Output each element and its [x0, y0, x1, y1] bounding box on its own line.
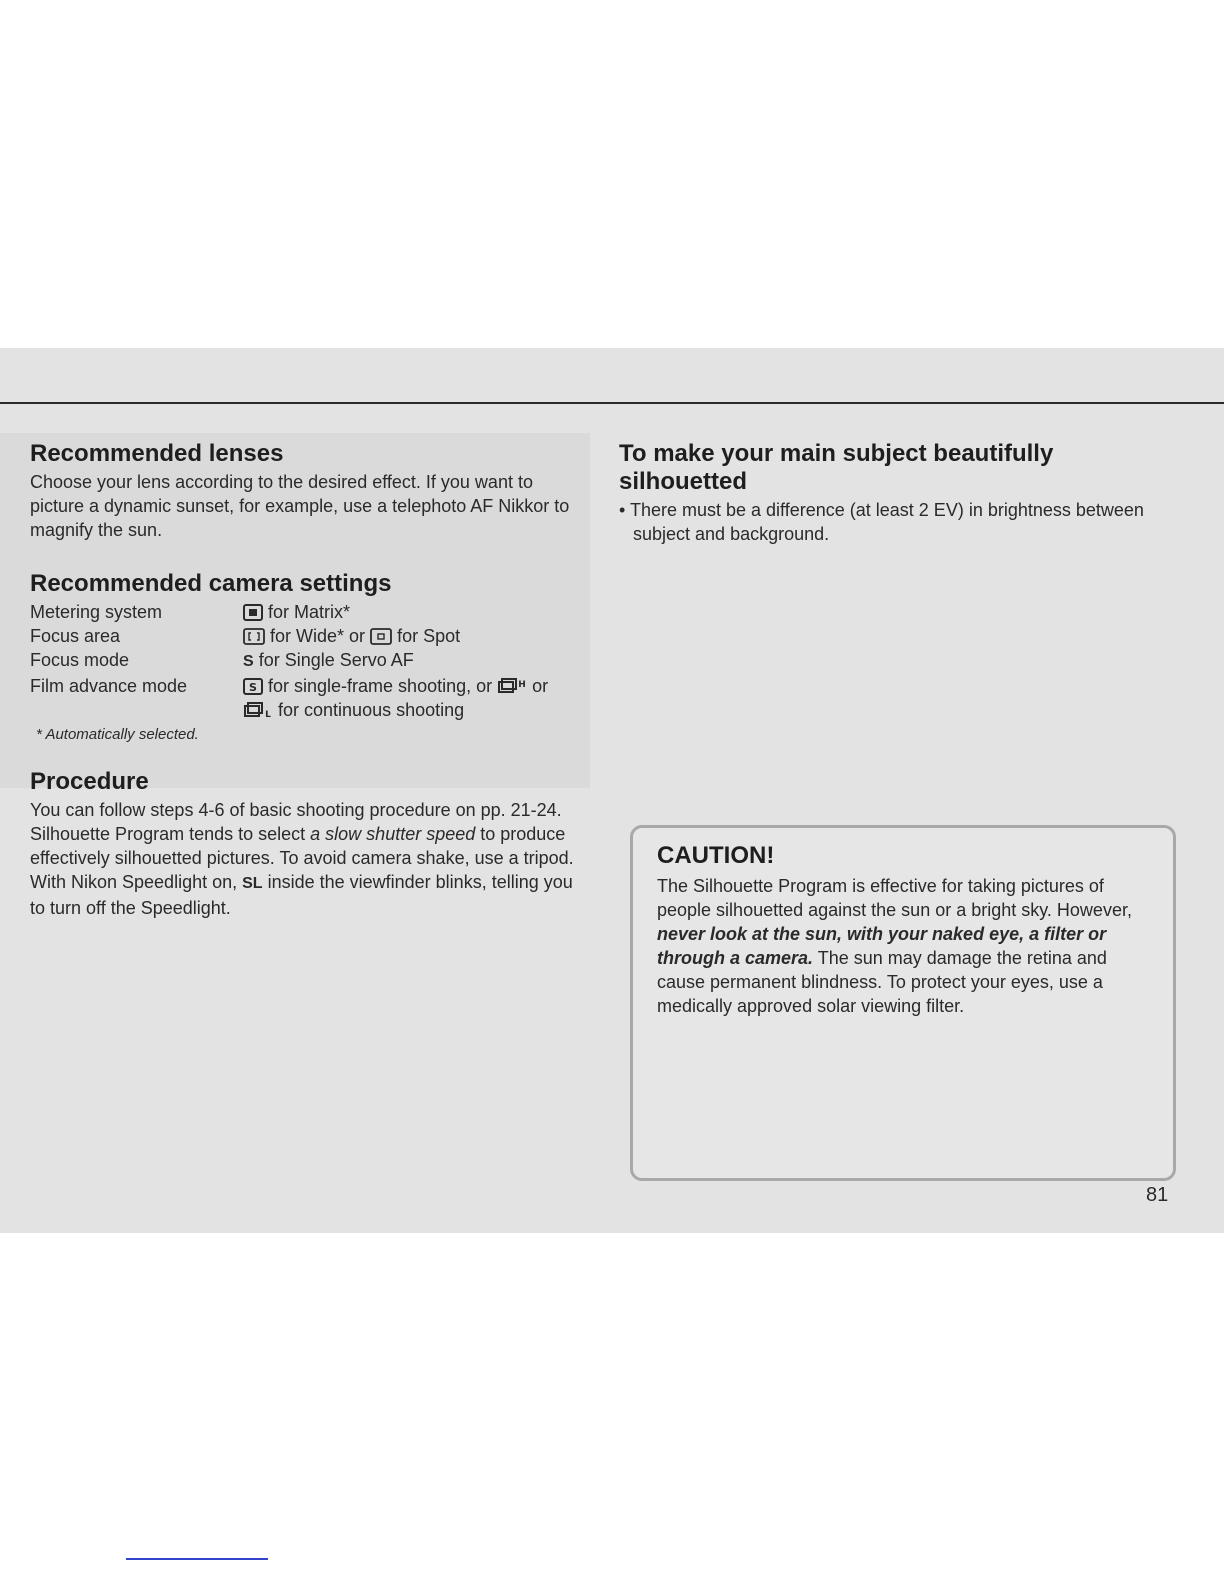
procedure-heading: Procedure: [30, 768, 149, 795]
sl-indicator-glyph: SL: [242, 875, 263, 892]
link-underline: [126, 1558, 268, 1560]
single-servo-text: for Single Servo AF: [258, 650, 414, 670]
left-column: [30, 440, 590, 920]
matrix-text: for Matrix*: [268, 602, 351, 622]
continuous-high-icon: [497, 678, 527, 695]
page-number: 81: [1146, 1184, 1169, 1206]
spot-text: for Spot: [397, 626, 461, 646]
wide-text: for Wide* or: [270, 626, 366, 646]
single-frame-icon: [243, 678, 263, 695]
right-column: [619, 440, 1179, 546]
matrix-metering-icon: [243, 604, 263, 621]
settings-value-focus-mode: [243, 648, 590, 674]
or-text: or: [532, 676, 549, 696]
lenses-heading: Recommended lenses: [30, 440, 284, 467]
subject-heading: To make your main subject beautifully silhouetted: [619, 440, 1054, 495]
settings-label-metering: Metering system: [30, 602, 163, 622]
svg-text:H: H: [518, 680, 526, 690]
top-rule: [0, 402, 1224, 404]
continuous-low-icon: [243, 702, 273, 719]
wide-area-icon: [243, 628, 265, 645]
settings-label-focus-mode: Focus mode: [30, 650, 130, 670]
single-servo-glyph: S: [243, 653, 254, 670]
footnote: * Automatically selected.: [36, 726, 199, 743]
caution-box: [630, 825, 1176, 1181]
lenses-text: Choose your lens according to the desired effect. If you want to picture a dynamic sunset, for example, use a telephoto AF Nikkor to magnify the sun.: [30, 472, 570, 540]
settings-value-focus-area: [243, 624, 590, 648]
procedure-p3: With Nikon Speedlight on, SL inside the viewfinder blinks, telling you to turn off the Speedlight.: [30, 872, 573, 918]
settings-value-metering: [243, 600, 590, 624]
subject-bullet: • There must be a difference (at least 2 EV) in brightness between subject and background.: [619, 500, 1144, 544]
settings-value-film-advance: [243, 674, 590, 722]
svg-text:S: S: [249, 681, 257, 694]
single-frame-text: for single-frame shooting, or: [268, 676, 493, 696]
caution-heading: CAUTION!: [657, 842, 775, 869]
svg-text:L: L: [265, 710, 271, 719]
spot-area-icon: [370, 628, 392, 645]
manual-page: [0, 348, 1224, 1233]
procedure-p1: You can follow steps 4-6 of basic shooting procedure on pp. 21-24.: [30, 800, 562, 820]
settings-heading: Recommended camera settings: [30, 570, 392, 597]
continuous-text: for continuous shooting: [278, 700, 465, 720]
caution-text: The Silhouette Program is effective for taking pictures of people silhouetted against the sun or a bright sky. However, never look at the sun, with your naked eye, a filter or through a camera. The sun may damage the retina and cause permanent blindness. To protect your eyes, use a medically approved solar viewing filter.: [657, 876, 1132, 1016]
settings-label-film-advance: Film advance mode: [30, 676, 188, 696]
settings-table: [30, 600, 590, 722]
procedure-p2: Silhouette Program tends to select a slow shutter speed to produce effectively silhouetted pictures. To avoid camera shake, use a tripod.: [30, 824, 574, 868]
settings-label-focus-area: Focus area: [30, 626, 121, 646]
